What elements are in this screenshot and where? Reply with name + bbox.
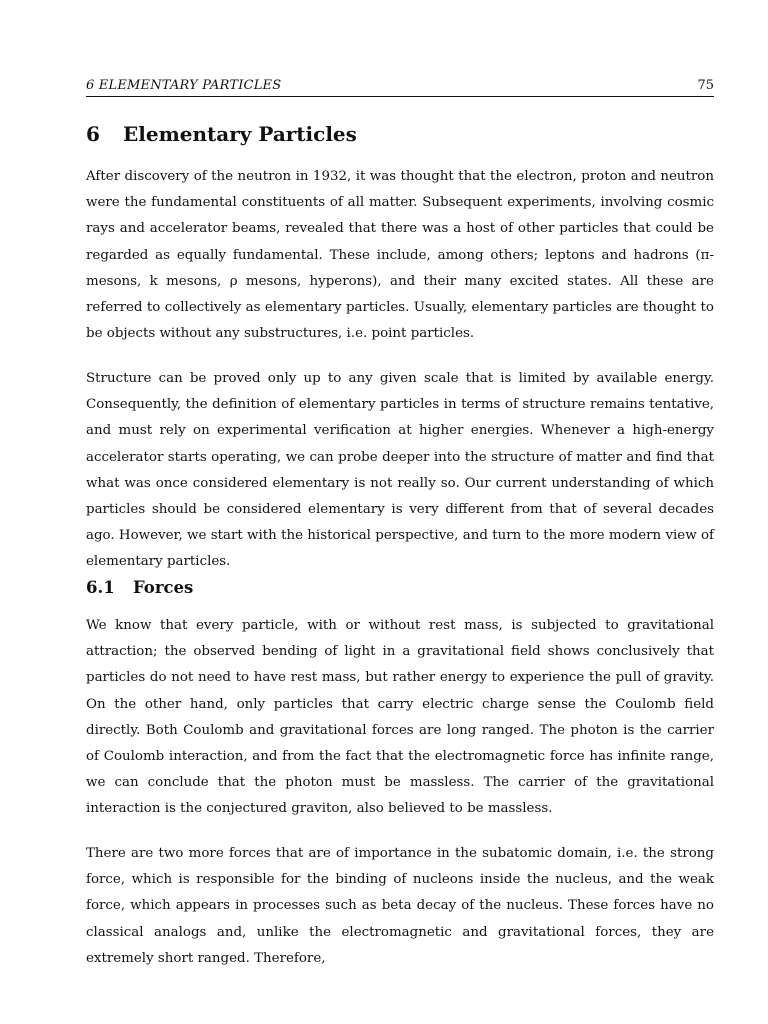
subsection-title: Forces (133, 578, 194, 597)
section-title: Elementary Particles (123, 122, 357, 146)
paragraph-intro-1: After discovery of the neutron in 1932, it was thought that the electron, proton and neutron were the fundamental constituents of all matter. Subsequent experiments, involving cosmic rays and accelerator beams, revealed that there was a host of other particles that could be regarded as equally fundamental. These include, among others; leptons and hadrons (π-mesons, k mesons, ρ mesons, hyperons), and their many excited states. All these are referred to collectively as elementary particles. Usually, elementary particles are thought to be objects without any substructures, i.e. point particles. (86, 169, 714, 342)
running-header (86, 76, 714, 97)
subsection-heading (86, 576, 193, 600)
section-number: 6 (86, 122, 100, 146)
page-number: 75 (697, 78, 714, 93)
subsection-number: 6.1 (86, 578, 115, 597)
paragraph-forces-2: There are two more forces that are of importance in the subatomic domain, i.e. the strong force, which is responsible for the binding of nucleons inside the nucleus, and the weak force, which appears in processes such as beta decay of the nucleus. These forces have no classical analogs and, unlike the electromagnetic and gravitational forces, they are extremely short ranged. Therefore, (86, 846, 714, 966)
running-header-chapter: 6 ELEMENTARY PARTICLES (86, 78, 282, 93)
paragraph-forces-1: We know that every particle, with or without rest mass, is subjected to gravitational attraction; the observed bending of light in a gravitational field shows conclusively that particles do not need to have rest mass, but rather energy to experience the pull of gravity. On the other hand, only particles that carry electric charge sense the Coulomb field directly. Both Coulomb and gravitational forces are long ranged. The photon is the carrier of Coulomb interaction, and from the fact that the electromagnetic force has infinite range, we can conclude that the photon must be massless. The carrier of the gravitational interaction is the conjectured graviton, also believed to be massless. (86, 618, 714, 817)
paragraph-intro-2: Structure can be proved only up to any given scale that is limited by available energy. Consequently, the definition of elementary particles in terms of structure remains tentative, and must rely on experimental verification at higher energies. Whenever a high-energy accelerator starts operating, we can probe deeper into the structure of matter and find that what was once considered elementary is not really so. Our current understanding of which particles should be considered elementary is very different from that of several decades ago. However, we start with the historical perspective, and turn to the more modern view of elementary particles. (86, 371, 714, 570)
section-heading (86, 120, 357, 148)
